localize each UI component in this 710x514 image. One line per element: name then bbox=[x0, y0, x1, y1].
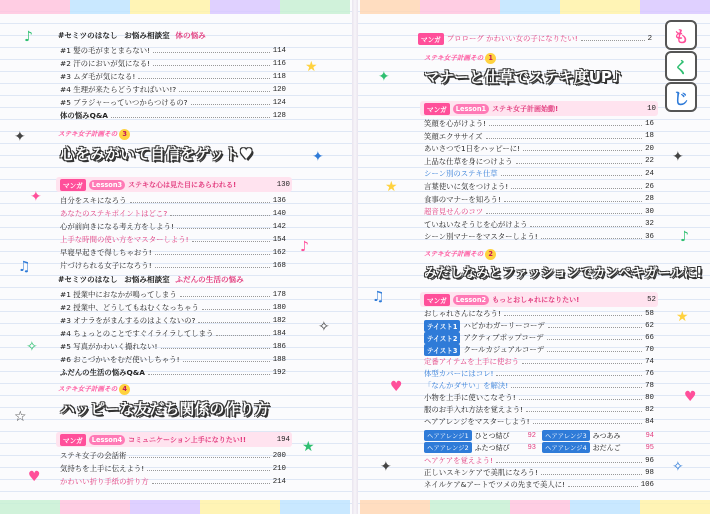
toc-char: く bbox=[665, 51, 697, 81]
toc-row-label: 心が前向きになる考え方をしよう! bbox=[60, 222, 174, 231]
toc-row bbox=[60, 315, 286, 326]
toc-char: も bbox=[665, 20, 697, 50]
toc-row-page: 84 bbox=[645, 417, 654, 426]
toc-row-label: #5 写真がかわいく撮れない! bbox=[60, 342, 158, 351]
taste-tag: テイスト1 bbox=[424, 320, 460, 332]
toc-row-page: 210 bbox=[272, 464, 286, 473]
toc-row-page: 32 bbox=[645, 220, 654, 229]
toc-row-page: 136 bbox=[272, 196, 286, 205]
toc-row-label: #2 汗のにおいが気になる! bbox=[60, 59, 151, 68]
music-note-icon: ♪ bbox=[300, 239, 309, 255]
toc-row-label: 「なんかダサい」を解決! bbox=[424, 381, 509, 390]
hair-arrange-row bbox=[424, 442, 536, 453]
toc-row-page: 114 bbox=[272, 46, 286, 55]
toc-row-page: 22 bbox=[645, 157, 654, 166]
sparkle-icon: ✦ bbox=[312, 149, 324, 165]
washi-tape bbox=[570, 500, 640, 514]
prologue-row: マンガ プロローグ かわいい女の子になりたい! 2 bbox=[418, 33, 652, 44]
toc-row-page: 24 bbox=[645, 169, 654, 178]
toc-row-page: 124 bbox=[272, 98, 286, 107]
leader-dots bbox=[152, 483, 270, 484]
toc-row-label: 笑顔エクササイズ bbox=[424, 131, 483, 141]
toc-row-page: 200 bbox=[272, 451, 286, 460]
toc-row-page: 74 bbox=[645, 357, 654, 366]
plan-title: ハッピーな友だち関係の作り方 bbox=[60, 400, 270, 418]
toc-row-page: 80 bbox=[645, 393, 654, 402]
leader-dots bbox=[504, 315, 642, 316]
toc-row bbox=[60, 367, 286, 378]
toc-row-label: #1 授業中におなかが鳴ってしまう bbox=[60, 290, 177, 299]
toc-row-page: 116 bbox=[272, 59, 286, 68]
leader-dots bbox=[523, 150, 642, 151]
toc-row-label: 定番アイテムを上手に使おう bbox=[424, 357, 520, 366]
toc-row bbox=[60, 97, 286, 108]
washi-tape bbox=[0, 0, 70, 14]
sparkle-icon: ✦ bbox=[30, 189, 42, 205]
toc-row-page: 93 bbox=[527, 443, 536, 452]
toc-row-label: アクティブポップコーデ bbox=[463, 333, 544, 342]
toc-row-page: 168 bbox=[272, 261, 286, 270]
toc-row bbox=[60, 328, 286, 339]
toc-row-page: 26 bbox=[645, 182, 654, 191]
toc-row-label: ひとつ結び bbox=[474, 431, 510, 440]
toc-row-label: #6 おこづかいをむだ使いしちゃう! bbox=[60, 355, 180, 364]
toc-row-label: あいさつで1日をハッピーに! bbox=[424, 144, 521, 154]
toc-row bbox=[424, 380, 654, 391]
leader-dots bbox=[501, 175, 643, 176]
toc-row bbox=[424, 320, 654, 331]
toc-row-page: 92 bbox=[527, 431, 536, 440]
plan-title: マナーと仕草でステキ度UP♪ bbox=[424, 68, 622, 86]
music-note-icon: ♪ bbox=[680, 229, 689, 245]
washi-tape bbox=[430, 500, 510, 514]
toc-row bbox=[424, 368, 654, 379]
hair-tag: ヘアアレンジ1 bbox=[424, 430, 472, 441]
leader-dots bbox=[155, 254, 270, 255]
leader-dots bbox=[496, 462, 642, 463]
plan-title: 心をみがいて自信をゲット♥ bbox=[60, 145, 253, 163]
leader-dots bbox=[170, 215, 269, 216]
toc-row-label: #3 オナラをがまんするのはよくないの? bbox=[60, 316, 196, 325]
toc-row bbox=[60, 247, 286, 258]
toc-row-label: #3 ムダ毛が気になる! bbox=[60, 72, 136, 81]
toc-row bbox=[424, 156, 654, 167]
toc-row bbox=[424, 455, 654, 466]
hair-arrange-row bbox=[542, 430, 654, 441]
toc-row-label: 服のお手入れ方法を覚えよう! bbox=[424, 405, 524, 414]
toc-row bbox=[424, 206, 654, 217]
toc-row-page: 184 bbox=[272, 329, 286, 338]
washi-tape bbox=[130, 0, 210, 14]
toc-row-label: ヘアアレンジをマスターしよう! bbox=[424, 417, 530, 426]
washi-tape bbox=[360, 0, 420, 14]
toc-row-page: 186 bbox=[272, 342, 286, 351]
music-note-icon: ♪ bbox=[24, 29, 33, 45]
leader-dots bbox=[179, 91, 269, 92]
toc-row bbox=[424, 416, 654, 427]
toc-row-label: #5 ブラジャーっていつからつけるの? bbox=[60, 98, 188, 107]
washi-tape bbox=[640, 0, 710, 14]
washi-tape bbox=[280, 0, 350, 14]
section-heading-body: #セミツのはなし お悩み相談室 体の悩み bbox=[58, 31, 206, 40]
leader-dots bbox=[486, 213, 642, 214]
toc-row bbox=[60, 450, 286, 461]
toc-row-page: 178 bbox=[272, 290, 286, 299]
toc-row-page: 20 bbox=[645, 144, 654, 153]
toc-row bbox=[424, 392, 654, 403]
toc-row-label: クールカジュアルコーデ bbox=[463, 345, 545, 354]
toc-row-label: #1 髪の毛がまとまらない! bbox=[60, 46, 151, 55]
sparkle-icon: ✧ bbox=[26, 339, 38, 355]
star-icon: ★ bbox=[385, 179, 398, 195]
toc-row-page: 78 bbox=[645, 381, 654, 390]
toc-row bbox=[424, 168, 654, 179]
toc-row bbox=[60, 354, 286, 365]
leader-dots bbox=[153, 65, 270, 66]
leader-dots bbox=[533, 423, 643, 424]
toc-row bbox=[60, 45, 286, 56]
toc-row bbox=[424, 194, 654, 205]
leader-dots bbox=[504, 201, 642, 202]
music-note-icon: ♫ bbox=[372, 289, 385, 305]
leader-dots bbox=[147, 470, 269, 471]
toc-row-label: ていねいなそうじを心がけよう bbox=[424, 219, 528, 229]
plan-label: ステキ女子計画その 3 bbox=[58, 128, 130, 140]
plan-label: ステキ女子計画その 2 bbox=[424, 248, 496, 260]
star-icon: ★ bbox=[305, 59, 318, 75]
toc-row bbox=[60, 58, 286, 69]
sparkle-icon: ✦ bbox=[672, 149, 684, 165]
toc-row bbox=[424, 308, 654, 319]
washi-tape bbox=[500, 0, 560, 14]
leader-dots bbox=[511, 188, 642, 189]
toc-row-page: 18 bbox=[645, 132, 654, 141]
toc-row bbox=[60, 84, 286, 95]
taste-tag: テイスト3 bbox=[424, 344, 460, 356]
toc-row bbox=[424, 118, 654, 129]
lesson-banner: マンガ Lesson1 ステキ女子計画始動! 10 bbox=[420, 101, 658, 116]
heart-icon: ♥ bbox=[684, 389, 697, 405]
toc-row-page: 66 bbox=[645, 333, 654, 342]
toc-row-label: ステキ女子の会話術 bbox=[60, 451, 127, 460]
toc-row-label: あなたのステキポイントはどこ? bbox=[60, 209, 168, 218]
toc-row bbox=[60, 195, 286, 206]
toc-row bbox=[424, 231, 654, 242]
star-icon: ★ bbox=[302, 439, 315, 455]
leader-dots bbox=[548, 327, 642, 328]
toc-row-label: ハピかわガーリーコーデ bbox=[463, 321, 545, 330]
book-spine bbox=[352, 0, 358, 514]
toc-row-label: 言葉使いに気をつけよう! bbox=[424, 182, 509, 191]
toc-row-page: 140 bbox=[272, 209, 286, 218]
leader-dots bbox=[183, 361, 270, 362]
leader-dots bbox=[216, 335, 269, 336]
leader-dots bbox=[192, 241, 270, 242]
toc-row-page: 70 bbox=[645, 345, 654, 354]
toc-row-label: #4 ちょっとのことですぐイライラしてしまう bbox=[60, 329, 214, 338]
hair-tag: ヘアアレンジ4 bbox=[542, 442, 590, 453]
toc-row-page: 188 bbox=[272, 355, 286, 364]
section-heading-life: #セミツのはなし お悩み相談室 ふだんの生活の悩み bbox=[58, 275, 244, 284]
toc-row bbox=[424, 344, 654, 355]
leader-dots bbox=[530, 226, 642, 227]
toc-row-page: 30 bbox=[645, 207, 654, 216]
toc-row-label: シーン別マナーをマスターしよう! bbox=[424, 232, 538, 242]
toc-row-label: 早寝早起きで得しちゃおう! bbox=[60, 248, 152, 257]
leader-dots bbox=[516, 163, 643, 164]
hair-tag: ヘアアレンジ3 bbox=[542, 430, 590, 441]
toc-row-label: ヘアケアを覚えよう! bbox=[424, 456, 494, 465]
leader-dots bbox=[568, 486, 638, 487]
leader-dots bbox=[526, 411, 642, 412]
toc-row-label: 体型カバーにはコレ! bbox=[424, 369, 494, 378]
lesson-banner: マンガ Lesson3 ステキな心は見た目にあらわれる! 130 bbox=[56, 177, 292, 192]
toc-row bbox=[424, 143, 654, 154]
hair-tag: ヘアアレンジ2 bbox=[424, 442, 472, 453]
sparkle-icon: ✧ bbox=[318, 319, 330, 335]
toc-row-label: かわいい折り手紙の折り方 bbox=[60, 477, 149, 486]
washi-tape bbox=[510, 500, 570, 514]
toc-row bbox=[424, 479, 654, 490]
toc-row-page: 76 bbox=[645, 369, 654, 378]
star-icon: ★ bbox=[676, 309, 689, 325]
toc-row bbox=[60, 289, 286, 300]
toc-row bbox=[60, 71, 286, 82]
toc-row-label: 体の悩みQ&A bbox=[60, 111, 109, 120]
toc-row bbox=[424, 332, 654, 343]
leader-dots bbox=[138, 78, 269, 79]
toc-row bbox=[60, 260, 286, 271]
leader-dots bbox=[489, 125, 642, 126]
toc-row-label: 食事のマナーを知ろう! bbox=[424, 194, 501, 204]
toc-row-page: 96 bbox=[645, 456, 654, 465]
toc-row bbox=[424, 467, 654, 478]
star-icon: ☆ bbox=[14, 409, 27, 425]
toc-row-page: 82 bbox=[645, 405, 654, 414]
hair-arrange-row bbox=[542, 442, 654, 453]
lesson-banner: マンガ Lesson2 もっとおしゃれになりたい! 52 bbox=[420, 292, 658, 307]
toc-row bbox=[60, 341, 286, 352]
washi-tape bbox=[560, 0, 640, 14]
washi-tape bbox=[200, 500, 280, 514]
leader-dots bbox=[541, 474, 642, 475]
leader-dots bbox=[541, 238, 642, 239]
washi-tape bbox=[360, 500, 430, 514]
toc-row bbox=[60, 221, 286, 232]
toc-row-label: 小物を上手に使いこなそう! bbox=[424, 393, 516, 402]
toc-row bbox=[60, 208, 286, 219]
toc-row-label: 笑顔を心がけよう! bbox=[424, 119, 487, 128]
sparkle-icon: ✦ bbox=[14, 129, 26, 145]
toc-row-label: おしゃれさんになろう! bbox=[424, 309, 501, 318]
leader-dots bbox=[153, 52, 270, 53]
leader-dots bbox=[161, 348, 270, 349]
toc-row-page: 62 bbox=[645, 321, 654, 330]
toc-row bbox=[424, 356, 654, 367]
toc-row bbox=[424, 404, 654, 415]
toc-row-page: 106 bbox=[640, 480, 654, 489]
hair-arrange-row bbox=[424, 430, 536, 441]
toc-row-page: 36 bbox=[645, 232, 654, 241]
toc-row-page: 120 bbox=[272, 85, 286, 94]
washi-tape bbox=[60, 500, 130, 514]
leader-dots bbox=[202, 309, 270, 310]
toc-row-page: 154 bbox=[272, 235, 286, 244]
washi-tape bbox=[210, 0, 280, 14]
leader-dots bbox=[547, 351, 642, 352]
toc-row-page: 95 bbox=[645, 443, 654, 452]
toc-row-label: みつあみ bbox=[592, 431, 621, 440]
toc-row-page: 118 bbox=[272, 72, 286, 81]
leader-dots bbox=[130, 202, 270, 203]
toc-row-page: 182 bbox=[272, 316, 286, 325]
heart-icon: ♥ bbox=[390, 379, 403, 395]
toc-row bbox=[424, 181, 654, 192]
leader-dots bbox=[519, 399, 642, 400]
toc-row-label: ふだんの生活の悩みQ&A bbox=[60, 368, 145, 377]
toc-row-page: 94 bbox=[645, 431, 654, 440]
toc-row-page: 28 bbox=[645, 195, 654, 204]
toc-row-page: 214 bbox=[272, 477, 286, 486]
plan-label: ステキ女子計画その 4 bbox=[58, 383, 130, 395]
toc-row bbox=[60, 302, 286, 313]
toc-row-label: 上手な時間の使い方をマスターしよう! bbox=[60, 235, 189, 244]
sparkle-icon: ✧ bbox=[672, 459, 684, 475]
toc-row-page: 162 bbox=[272, 248, 286, 257]
toc-row-page: 58 bbox=[645, 309, 654, 318]
toc-row-label: 上品な仕草を身につけよう bbox=[424, 156, 513, 166]
washi-tape bbox=[130, 500, 200, 514]
leader-dots bbox=[191, 104, 270, 105]
washi-tape bbox=[70, 0, 130, 14]
heart-icon: ♥ bbox=[28, 469, 41, 485]
leader-dots bbox=[511, 387, 642, 388]
toc-row bbox=[60, 234, 286, 245]
toc-row-page: 192 bbox=[272, 368, 286, 377]
toc-row bbox=[60, 463, 286, 474]
toc-row-page: 16 bbox=[645, 119, 654, 128]
toc-row-label: 正しいスキンケアで美肌になろう! bbox=[424, 468, 538, 477]
leader-dots bbox=[198, 322, 269, 323]
toc-row-page: 142 bbox=[272, 222, 286, 231]
toc-row-label: 片づけられる女子になろう! bbox=[60, 261, 152, 270]
plan-title: みだしなみとファッションでカンペキガールに! bbox=[424, 266, 703, 281]
leader-dots bbox=[496, 375, 642, 376]
leader-dots bbox=[180, 296, 270, 297]
toc-row-label: 気持ちを上手に伝えよう! bbox=[60, 464, 145, 473]
washi-tape bbox=[640, 500, 710, 514]
toc-row-label: 超音見せんのコツ bbox=[424, 207, 484, 217]
toc-char: じ bbox=[665, 82, 697, 112]
washi-tape bbox=[0, 500, 60, 514]
sparkle-icon: ✦ bbox=[378, 69, 390, 85]
washi-tape bbox=[280, 500, 350, 514]
toc-row bbox=[424, 219, 654, 230]
leader-dots bbox=[148, 374, 270, 375]
toc-row-label: #4 生理が来たらどうすればいい!? bbox=[60, 85, 177, 94]
toc-row-label: おだんご bbox=[592, 443, 621, 452]
toc-row-page: 98 bbox=[645, 468, 654, 477]
toc-row bbox=[60, 476, 286, 487]
leader-dots bbox=[547, 339, 643, 340]
leader-dots bbox=[177, 228, 270, 229]
leader-dots bbox=[129, 457, 269, 458]
lesson-banner: マンガ Lesson4 コミュニケーション上手になりたい!! 194 bbox=[56, 432, 292, 447]
toc-row-label: ネイルケア&アートでツメの先まで美人に! bbox=[424, 480, 566, 489]
toc-row-label: シーン別のステキ仕草 bbox=[424, 169, 498, 179]
toc-row-label: #2 授業中、どうしてもねむくなっちゃう bbox=[60, 303, 199, 312]
sparkle-icon: ✦ bbox=[380, 459, 392, 475]
toc-row-label: 自分をスキになろう bbox=[60, 196, 127, 205]
leader-dots bbox=[155, 267, 270, 268]
leader-dots bbox=[522, 363, 642, 364]
washi-tape bbox=[420, 0, 500, 14]
taste-tag: テイスト2 bbox=[424, 332, 460, 344]
toc-row bbox=[60, 110, 286, 121]
leader-dots bbox=[111, 117, 270, 118]
toc-row-page: 180 bbox=[272, 303, 286, 312]
plan-label: ステキ女子計画その 1 bbox=[424, 52, 496, 64]
leader-dots bbox=[486, 138, 643, 139]
toc-row bbox=[424, 131, 654, 142]
toc-row-page: 128 bbox=[272, 111, 286, 120]
toc-row-label: ふたつ結び bbox=[474, 443, 510, 452]
music-note-icon: ♫ bbox=[18, 259, 31, 275]
